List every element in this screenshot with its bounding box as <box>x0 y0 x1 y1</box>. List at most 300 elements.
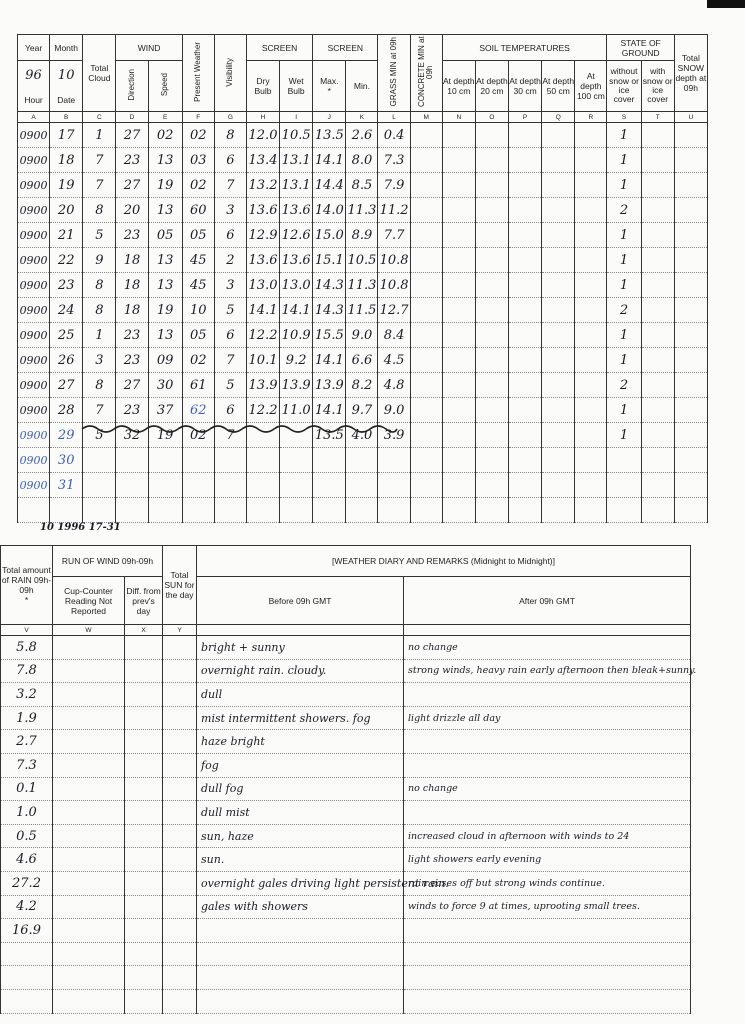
cell-before-09h: gales with showers <box>197 895 404 919</box>
cell-vis: 6 <box>214 323 246 348</box>
cell-empty <box>53 730 125 754</box>
after-09h-header: After 09h GMT <box>404 577 691 625</box>
min-header: Min. <box>346 61 378 112</box>
cell-speed: 30 <box>148 373 182 398</box>
cell-empty <box>475 448 508 473</box>
cell-empty <box>509 448 542 473</box>
cell-vis <box>214 473 246 498</box>
cell-max: 14.3 <box>313 273 346 298</box>
cell-wet: 14.1 <box>280 298 313 323</box>
cell-dir: 23 <box>116 348 148 373</box>
cell-grass: 7.9 <box>378 173 410 198</box>
cell-grass: 7.3 <box>378 148 410 173</box>
cell-before-09h: haze bright <box>197 730 404 754</box>
cell-empty <box>641 223 674 248</box>
cell-rain: 0.1 <box>1 777 53 801</box>
before-09h-header: Before 09h GMT <box>197 577 404 625</box>
cell-after-09h <box>404 989 691 1013</box>
cell-empty <box>542 373 575 398</box>
soil-temps-header: SOIL TEMPERATURES <box>442 35 607 61</box>
cell-empty <box>542 298 575 323</box>
cell-rain: 16.9 <box>1 919 53 943</box>
cell-max: 14.1 <box>313 148 346 173</box>
diff-header: Diff. from prev's day <box>125 577 163 625</box>
observation-row <box>18 348 708 373</box>
cell-hour: 0900 <box>18 198 50 223</box>
cell-empty <box>125 871 163 895</box>
col-letter: X <box>125 625 163 636</box>
cell-before-09h: overnight gales driving light persistent rain. <box>197 871 404 895</box>
col-letter <box>404 625 691 636</box>
without-snow-header: without snow or ice cover <box>607 61 641 112</box>
diary-row <box>1 801 691 825</box>
cell-date: 18 <box>50 148 83 173</box>
cell-after-09h: no change <box>404 777 691 801</box>
cell-rain: 1.9 <box>1 706 53 730</box>
cell-after-09h <box>404 801 691 825</box>
cell-min: 11.3 <box>346 198 378 223</box>
cell-empty <box>542 473 575 498</box>
cell-dry: 12.9 <box>246 223 279 248</box>
cell-dir <box>116 473 148 498</box>
cell-empty <box>442 348 475 373</box>
date-label: Date <box>57 94 76 105</box>
cell-after-09h <box>404 753 691 777</box>
cell-dir: 18 <box>116 248 148 273</box>
cell-empty <box>53 706 125 730</box>
cell-empty <box>53 753 125 777</box>
cell-empty <box>53 989 125 1013</box>
col-letter: Y <box>163 625 197 636</box>
cell-after-09h: light showers early evening <box>404 848 691 872</box>
cell-grass: 4.5 <box>378 348 410 373</box>
cell-speed: 19 <box>148 423 182 448</box>
cell-speed: 19 <box>148 173 182 198</box>
cell-empty <box>641 248 674 273</box>
cell-vis: 8 <box>214 123 246 148</box>
cup-counter-header: Cup-Counter Reading Not Reported <box>53 577 125 625</box>
cell-empty <box>442 473 475 498</box>
cell-empty <box>163 801 197 825</box>
screen-header-2: SCREEN <box>313 35 378 61</box>
cell-pw: 10 <box>182 298 214 323</box>
state-of-ground-header: STATE OF GROUND <box>607 35 674 61</box>
cell-rain <box>1 966 53 990</box>
cell-empty <box>674 173 707 198</box>
cell-empty <box>410 298 442 323</box>
cell-hour: 0900 <box>18 298 50 323</box>
cell-empty <box>674 123 707 148</box>
cell-empty <box>475 173 508 198</box>
cell-min: 8.5 <box>346 173 378 198</box>
scan-corner-mark <box>707 0 745 8</box>
month-label: Month <box>50 35 83 61</box>
cell-hour: 0900 <box>18 398 50 423</box>
cell-date: 28 <box>50 398 83 423</box>
cell-vis: 6 <box>214 398 246 423</box>
observation-row <box>18 248 708 273</box>
total-snow-header: Total SNOW depth at 09h <box>674 35 707 112</box>
cell-dry: 12.0 <box>246 123 279 148</box>
cell-vis: 3 <box>214 273 246 298</box>
cell-empty <box>674 448 707 473</box>
cell-empty <box>125 753 163 777</box>
cell-empty <box>509 248 542 273</box>
cell-rain <box>1 942 53 966</box>
cell-empty <box>674 398 707 423</box>
cell-after-09h: no change <box>404 636 691 660</box>
cell-speed <box>148 448 182 473</box>
cell-empty <box>542 148 575 173</box>
cell-empty <box>410 198 442 223</box>
observation-row <box>18 298 708 323</box>
cell-empty <box>163 848 197 872</box>
cell-vis: 2 <box>214 248 246 273</box>
cell-empty <box>641 348 674 373</box>
cell-empty <box>442 448 475 473</box>
cell-dir: 18 <box>116 273 148 298</box>
cell-state-of-ground: 1 <box>607 273 641 298</box>
cell-vis: 7 <box>214 348 246 373</box>
cell-empty <box>125 966 163 990</box>
cell-empty <box>410 223 442 248</box>
cell-dry <box>246 473 279 498</box>
cell-wet: 13.6 <box>280 198 313 223</box>
col-letter: A <box>18 112 50 123</box>
cell-pw: 02 <box>182 123 214 148</box>
cell-empty <box>410 473 442 498</box>
cell-empty <box>509 473 542 498</box>
diary-table <box>0 545 697 1023</box>
cell-empty <box>163 871 197 895</box>
cell-empty <box>410 348 442 373</box>
cell-after-09h: strong winds, heavy rain early afternoon then bleak+sunny. <box>404 659 691 683</box>
col-letter: H <box>246 112 279 123</box>
col-letter: B <box>50 112 83 123</box>
cell-empty <box>410 273 442 298</box>
cell-empty <box>674 223 707 248</box>
cell-empty <box>53 683 125 707</box>
cell-empty <box>163 919 197 943</box>
cell-after-09h: increased cloud in afternoon with winds to 24 <box>404 824 691 848</box>
year-value-cell <box>18 61 50 112</box>
cell-wet: 12.6 <box>280 223 313 248</box>
cell-empty <box>674 348 707 373</box>
cell-before-09h <box>197 966 404 990</box>
cell-wet: 13.6 <box>280 248 313 273</box>
cell-empty <box>53 777 125 801</box>
diary-row <box>1 683 691 707</box>
cell-hour: 0900 <box>18 173 50 198</box>
cell-empty <box>53 636 125 660</box>
cell-cloud: 7 <box>83 148 116 173</box>
cell-wet <box>280 448 313 473</box>
cell-empty <box>542 423 575 448</box>
cell-empty <box>674 248 707 273</box>
visibility-header: Visibility <box>214 35 246 112</box>
cell-dir: 20 <box>116 198 148 223</box>
cell-cloud: 7 <box>83 398 116 423</box>
cell-speed: 37 <box>148 398 182 423</box>
cell-empty <box>442 223 475 248</box>
cell-dry <box>246 448 279 473</box>
diary-row <box>1 753 691 777</box>
cell-dry: 13.6 <box>246 248 279 273</box>
cell-before-09h: dull <box>197 683 404 707</box>
cell-empty <box>163 683 197 707</box>
cell-dir: 27 <box>116 123 148 148</box>
cell-cloud: 7 <box>83 173 116 198</box>
cell-date: 25 <box>50 323 83 348</box>
cell-before-09h: dull fog <box>197 777 404 801</box>
cell-empty <box>475 423 508 448</box>
cell-rain: 3.2 <box>1 683 53 707</box>
cell-pw: 05 <box>182 323 214 348</box>
screen-header-1: SCREEN <box>246 35 312 61</box>
cell-empty <box>53 801 125 825</box>
col-letter: U <box>674 112 707 123</box>
bottom-letters-row <box>1 625 691 636</box>
cell-wet: 10.9 <box>280 323 313 348</box>
cell-empty <box>674 473 707 498</box>
cell-empty <box>163 659 197 683</box>
cell-empty <box>641 323 674 348</box>
cell-dir: 27 <box>116 373 148 398</box>
wet-bulb-header: Wet Bulb <box>280 61 313 112</box>
cell-empty <box>475 248 508 273</box>
cell-grass: 8.4 <box>378 323 410 348</box>
cell-empty <box>575 348 607 373</box>
cell-empty <box>163 730 197 754</box>
grass-min-header: GRASS MIN at 09h <box>378 35 410 112</box>
cell-before-09h: overnight rain. cloudy. <box>197 659 404 683</box>
cell-max: 13.5 <box>313 123 346 148</box>
cell-min: 11.3 <box>346 273 378 298</box>
cell-dry: 12.2 <box>246 323 279 348</box>
cell-pw: 02 <box>182 173 214 198</box>
diary-title: [WEATHER DIARY AND REMARKS (Midnight to Midnight)] <box>197 546 691 577</box>
cell-max: 14.4 <box>313 173 346 198</box>
cell-empty <box>509 423 542 448</box>
direction-header: Direction <box>116 61 148 112</box>
total-cloud-header: Total Cloud <box>83 35 116 112</box>
cell-min: 6.6 <box>346 348 378 373</box>
cell-hour: 0900 <box>18 423 50 448</box>
cell-after-09h <box>404 942 691 966</box>
cell-empty <box>53 942 125 966</box>
cell-empty <box>509 148 542 173</box>
cell-empty <box>442 173 475 198</box>
cell-max <box>313 448 346 473</box>
col-letter: F <box>182 112 214 123</box>
cell-min <box>346 473 378 498</box>
cell-rain: 5.8 <box>1 636 53 660</box>
cell-empty <box>442 323 475 348</box>
col-letter: C <box>83 112 116 123</box>
cell-empty <box>575 298 607 323</box>
cell-before-09h: dull mist <box>197 801 404 825</box>
cell-before-09h <box>197 989 404 1013</box>
cell-state-of-ground: 1 <box>607 248 641 273</box>
cell-cloud: 8 <box>83 298 116 323</box>
cell-cloud <box>83 473 116 498</box>
cell-date: 26 <box>50 348 83 373</box>
observation-row <box>18 148 708 173</box>
cell-vis: 3 <box>214 198 246 223</box>
cell-hour: 0900 <box>18 373 50 398</box>
cell-empty <box>575 423 607 448</box>
cell-empty <box>542 348 575 373</box>
observation-row <box>18 223 708 248</box>
cell-rain: 0.5 <box>1 824 53 848</box>
cell-wet: 13.0 <box>280 273 313 298</box>
cell-speed: 13 <box>148 323 182 348</box>
diary-row <box>1 966 691 990</box>
cell-date: 23 <box>50 273 83 298</box>
cell-empty <box>163 706 197 730</box>
cell-pw: 60 <box>182 198 214 223</box>
cell-empty <box>442 123 475 148</box>
cell-empty <box>575 448 607 473</box>
cell-min <box>346 448 378 473</box>
cell-after-09h <box>404 683 691 707</box>
run-of-wind-header: RUN OF WIND 09h-09h <box>53 546 163 577</box>
cell-wet: 9.2 <box>280 348 313 373</box>
cell-before-09h: bright + sunny <box>197 636 404 660</box>
cell-empty <box>125 730 163 754</box>
cell-vis <box>214 448 246 473</box>
cell-empty <box>475 373 508 398</box>
cell-empty <box>163 942 197 966</box>
cell-empty <box>53 848 125 872</box>
year-label: Year <box>18 35 50 61</box>
cell-dry: 13.9 <box>246 373 279 398</box>
cell-min: 11.5 <box>346 298 378 323</box>
cell-empty <box>163 895 197 919</box>
cell-empty <box>125 989 163 1013</box>
cell-pw <box>182 448 214 473</box>
cell-max: 13.9 <box>313 373 346 398</box>
cell-dry: 10.1 <box>246 348 279 373</box>
cell-cloud: 5 <box>83 423 116 448</box>
cell-empty <box>125 895 163 919</box>
col-letter: W <box>53 625 125 636</box>
cell-max: 15.1 <box>313 248 346 273</box>
diary-row <box>1 848 691 872</box>
cell-empty <box>125 659 163 683</box>
cell-dry: 12.2 <box>246 398 279 423</box>
cell-grass: 0.4 <box>378 123 410 148</box>
cell-speed: 13 <box>148 148 182 173</box>
cell-dry: 14.1 <box>246 298 279 323</box>
cell-empty <box>641 423 674 448</box>
month-value-cell <box>50 61 83 112</box>
cell-empty <box>442 148 475 173</box>
cell-empty <box>163 777 197 801</box>
cell-cloud: 5 <box>83 223 116 248</box>
cell-before-09h: sun. <box>197 848 404 872</box>
cell-max: 14.1 <box>313 398 346 423</box>
cell-empty <box>125 706 163 730</box>
cell-state-of-ground <box>607 448 641 473</box>
cell-empty <box>125 848 163 872</box>
cell-empty <box>575 198 607 223</box>
cell-before-09h: sun, haze <box>197 824 404 848</box>
cell-empty <box>475 298 508 323</box>
cell-cloud: 9 <box>83 248 116 273</box>
cell-empty <box>641 198 674 223</box>
cell-min: 9.7 <box>346 398 378 423</box>
cell-min: 8.0 <box>346 148 378 173</box>
cell-date: 29 <box>50 423 83 448</box>
cell-empty <box>53 824 125 848</box>
cell-dry: 13.4 <box>246 148 279 173</box>
cell-empty <box>509 298 542 323</box>
cell-date: 20 <box>50 198 83 223</box>
cell-empty <box>442 423 475 448</box>
diary-row <box>1 989 691 1013</box>
cell-grass: 10.8 <box>378 273 410 298</box>
cell-state-of-ground: 1 <box>607 123 641 148</box>
diary-row <box>1 636 691 660</box>
cell-empty <box>641 473 674 498</box>
cell-rain: 4.6 <box>1 848 53 872</box>
cell-empty <box>509 373 542 398</box>
cell-speed: 13 <box>148 273 182 298</box>
cell-dry: 13.6 <box>246 198 279 223</box>
soil-depth-20: At depth 20 cm <box>475 61 508 112</box>
cell-empty <box>542 398 575 423</box>
cell-pw <box>182 473 214 498</box>
cell-wet <box>280 473 313 498</box>
observation-row <box>18 198 708 223</box>
cell-empty <box>125 636 163 660</box>
cell-state-of-ground: 2 <box>607 298 641 323</box>
cell-after-09h <box>404 919 691 943</box>
dry-bulb-header: Dry Bulb <box>246 61 279 112</box>
cell-empty <box>53 966 125 990</box>
cell-state-of-ground: 1 <box>607 398 641 423</box>
cell-before-09h <box>197 919 404 943</box>
cell-empty <box>410 323 442 348</box>
cell-dir: 32 <box>116 423 148 448</box>
cell-dir: 27 <box>116 173 148 198</box>
cell-max: 14.0 <box>313 198 346 223</box>
cell-empty <box>509 123 542 148</box>
cell-hour: 0900 <box>18 223 50 248</box>
cell-hour: 0900 <box>18 148 50 173</box>
cell-vis: 6 <box>214 223 246 248</box>
cell-grass: 12.7 <box>378 298 410 323</box>
cell-after-09h: rain eases off but strong winds continue. <box>404 871 691 895</box>
period-label: 10 1996 17-31 <box>40 522 121 533</box>
cell-after-09h <box>404 966 691 990</box>
cell-speed: 02 <box>148 123 182 148</box>
cell-min: 10.5 <box>346 248 378 273</box>
cell-empty <box>509 173 542 198</box>
diary-row <box>1 919 691 943</box>
observation-row <box>18 448 708 473</box>
cell-empty <box>674 198 707 223</box>
observation-row <box>18 398 708 423</box>
cell-empty <box>410 173 442 198</box>
cell-dry: 13.2 <box>246 173 279 198</box>
cell-cloud: 8 <box>83 373 116 398</box>
cell-empty <box>509 198 542 223</box>
cell-rain: 7.8 <box>1 659 53 683</box>
present-weather-header: Present Weather <box>182 35 214 112</box>
cell-before-09h: fog <box>197 753 404 777</box>
